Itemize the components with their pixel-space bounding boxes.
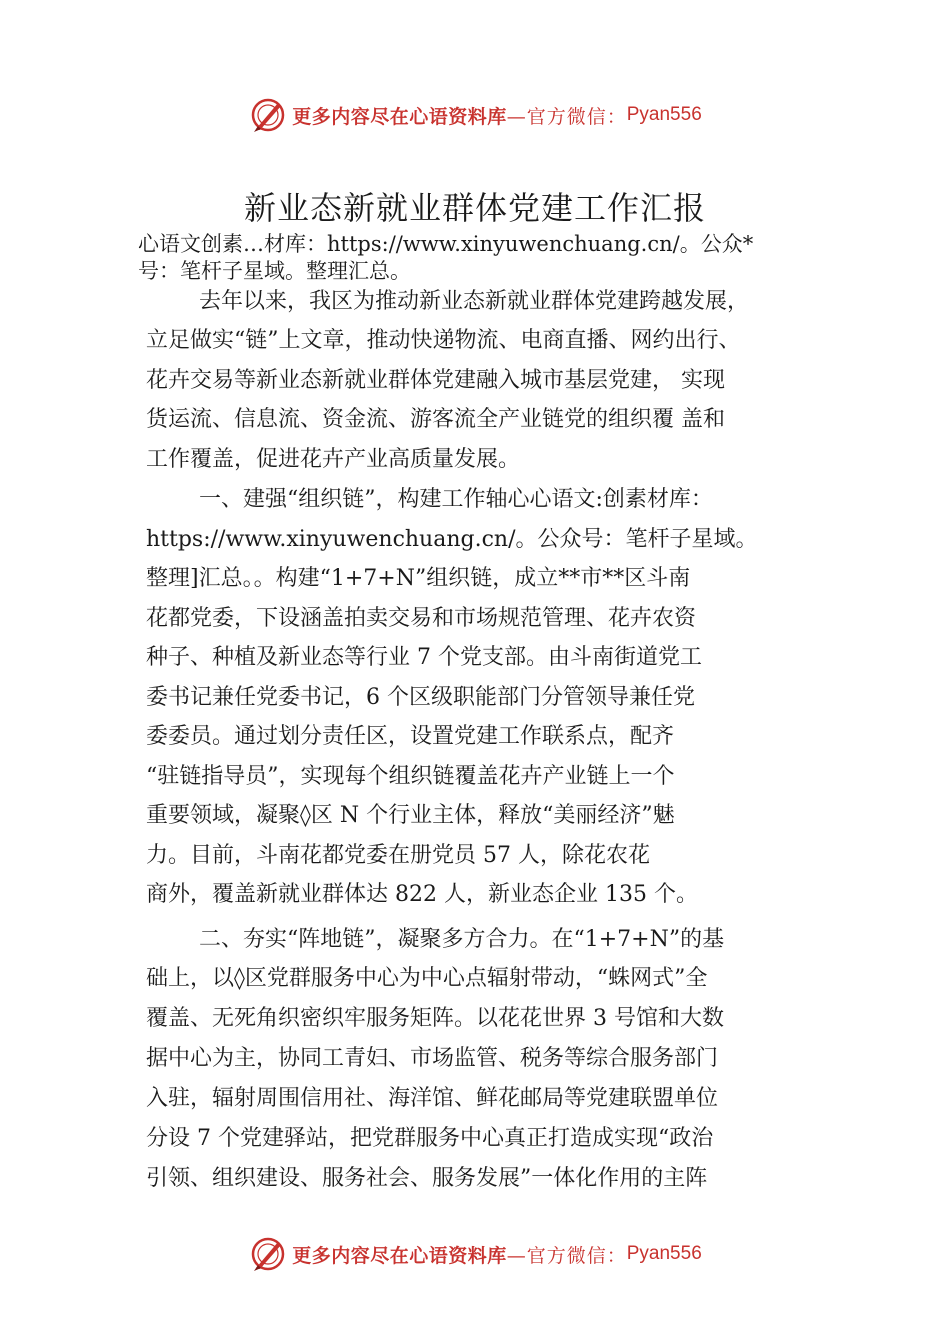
body-line: 花都党委，下设涵盖拍卖交易和市场规范管理、花卉农资 — [146, 606, 697, 631]
body-line: “驻链指导员”，实现每个组织链覆盖花卉产业链上一个 — [146, 764, 675, 789]
document-title: 新业态新就业群体党建工作汇报 — [243, 189, 706, 227]
banner-wechat-id: Pyan556 — [626, 104, 702, 125]
body-line: 引领、组织建设、服务社会、服务发展”一体化作用的主阵 — [146, 1166, 708, 1191]
body-line: 货运流、信息流、资金流、游客流全产业链党的组织覆 盖和 — [146, 407, 725, 432]
body-line: 覆盖、无死角织密织牢服务矩阵。以花花世界 3 号馆和大数 — [146, 1006, 724, 1031]
body-line: https://www.xinyuwenchuang.cn/。公众号：笔杆子星域。 — [146, 527, 758, 552]
banner-wechat-label: —官方微信： — [506, 1244, 627, 1267]
banner-slogan: 更多内容尽在心语资料库 — [292, 105, 507, 128]
body-line: 委书记兼任党委书记，6 个区级职能部门分管领导兼任党 — [146, 685, 695, 710]
quill-seal-icon — [248, 95, 288, 135]
banner-wechat-id: Pyan556 — [626, 1243, 702, 1264]
banner-wechat-label: —官方微信： — [506, 105, 627, 128]
footer-banner — [0, 1232, 950, 1276]
banner-slogan: 更多内容尽在心语资料库 — [292, 1244, 507, 1267]
body-line: 工作覆盖，促进花卉产业高质量发展。 — [146, 447, 521, 472]
body-line: 立足做实“链”上文章，推动快递物流、电商直播、网约出行、 — [146, 328, 741, 353]
section-heading-2: 二、夯实“阵地链”，凝聚多方合力。在“1+7+N”的基 — [199, 927, 725, 952]
source-line-2: 号：笔杆子星域。整理汇总。 — [138, 259, 411, 283]
body-line: 力。目前，斗南花都党委在册党员 57 人，除花农花 — [146, 843, 650, 868]
body-line: 分设 7 个党建驿站，把党群服务中心真正打造成实现“政治 — [146, 1126, 714, 1151]
body-line: 整理]汇总。。构建“1+7+N”组织链，成立**市**区斗南 — [146, 566, 691, 591]
body-line: 入驻，辐射周围信用社、海洋馆、鲜花邮局等党建联盟单位 — [146, 1086, 719, 1111]
body-line: 花卉交易等新业态新就业群体党建融入城市基层党建， 实现 — [146, 368, 725, 393]
body-line: 种子、种植及新业态等行业 7 个党支部。由斗南街道党工 — [146, 645, 702, 670]
quill-seal-icon — [248, 1234, 288, 1274]
header-banner — [0, 93, 950, 137]
body-line: 去年以来，我区为推动新业态新就业群体党建跨越发展， — [199, 289, 750, 314]
section-heading-1: 一、建强“组织链”，构建工作轴心心语文:创素材库： — [199, 487, 713, 512]
body-line: 重要领域，凝聚◊区 N 个行业主体，释放“美丽经济”魅 — [146, 803, 675, 828]
body-line: 商外，覆盖新就业群体达 822 人，新业态企业 135 个。 — [146, 882, 698, 907]
body-line: 据中心为主，协同工青妇、市场监管、税务等综合服务部门 — [146, 1046, 719, 1071]
body-line: 础上，以◊区党群服务中心为中心点辐射带动，“蛛网式”全 — [146, 966, 708, 991]
source-line-1: 心语文创素…材库：https://www.xinyuwenchuang.cn/。公众* — [138, 232, 754, 256]
body-line: 委委员。通过划分责任区，设置党建工作联系点，配齐 — [146, 724, 675, 749]
